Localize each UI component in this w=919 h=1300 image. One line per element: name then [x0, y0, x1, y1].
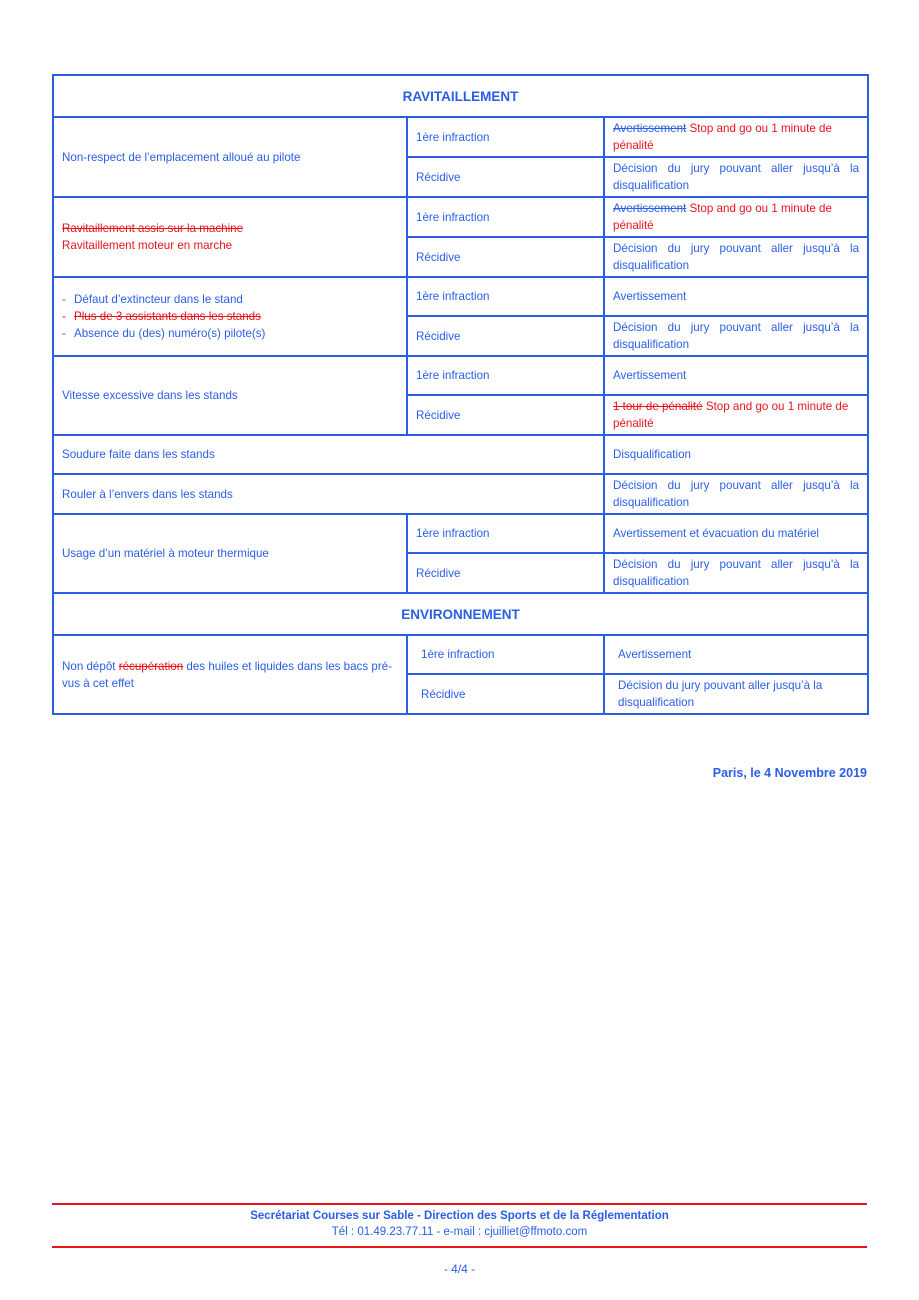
struck-text: Avertissement: [613, 202, 687, 215]
occurrence-label: 1ère infraction: [407, 197, 604, 237]
table-row: [53, 197, 868, 237]
struck-text: récupération: [118, 659, 184, 673]
penalty-cell: Disqualification: [604, 435, 868, 474]
penalty-cell: Avertissement: [604, 635, 868, 674]
table-row: [53, 435, 868, 474]
penalty-cell: Avertissement: [604, 356, 868, 395]
penalty-cell: Décision du jury pouvant aller jusqu’à la disqualification: [604, 674, 868, 714]
amended-text: Stop and go ou 1 minute de pénalité: [613, 122, 832, 152]
occurrence-label: 1ère infraction: [407, 635, 604, 674]
infraction-label: Usage d’un matériel à moteur thermique: [53, 514, 407, 593]
occurrence-label: Récidive: [407, 157, 604, 197]
document-date: Paris, le 4 Novembre 2019: [712, 766, 867, 780]
penalty-cell: Décision du jury pouvant aller jusqu’à la disqualification: [604, 157, 868, 197]
occurrence-label: 1ère infraction: [407, 356, 604, 395]
occurrence-label: Récidive: [407, 237, 604, 277]
amended-text: Ravitaillement moteur en marche: [62, 239, 233, 252]
occurrence-label: Récidive: [407, 395, 604, 435]
infraction-label: Non-respect de l’emplacement alloué au pilote: [53, 117, 407, 197]
infraction-label: [53, 197, 407, 277]
occurrence-label: Récidive: [407, 674, 604, 714]
occurrence-label: Récidive: [407, 316, 604, 356]
infraction-label: Vitesse excessive dans les stands: [53, 356, 407, 435]
footer-top-rule: [52, 1203, 867, 1205]
amended-text: Stop and go ou 1 minute de pénalité: [613, 202, 832, 232]
footer-bottom-rule: [52, 1246, 867, 1248]
page-number: - 4/4 -: [443, 1262, 476, 1276]
penalty-cell: Décision du jury pouvant aller jusqu’à la disqualification: [604, 237, 868, 277]
table-row: [53, 277, 868, 316]
penalty-cell: Décision du jury pouvant aller jusqu’à la disqualification: [604, 553, 868, 593]
struck-text: Ravitaillement assis sur la machine: [62, 222, 244, 235]
struck-text: Avertissement: [613, 122, 687, 135]
occurrence-label: 1ère infraction: [407, 117, 604, 157]
occurrence-label: 1ère infraction: [407, 277, 604, 316]
struck-text: Plus de 3 assistants dans les stands: [74, 310, 261, 323]
penalty-cell: Avertissement et évacuation du matériel: [604, 514, 868, 553]
penalty-cell: Décision du jury pouvant aller jusqu’à la disqualification: [604, 316, 868, 356]
section-title-ravitaillement: RAVITAILLEMENT: [53, 75, 868, 117]
table-row: [53, 514, 868, 553]
section-title-environnement: ENVIRONNEMENT: [53, 593, 868, 635]
penalty-cell: Avertissement: [604, 277, 868, 316]
infraction-list: [62, 291, 398, 342]
footer-contact: Tél : 01.49.23.77.11 - e-mail : cjuilliet@ffmoto.com: [331, 1226, 588, 1238]
list-item: - Défaut d’extincteur dans le stand: [62, 291, 398, 308]
infraction-label: Soudure faite dans les stands: [53, 435, 604, 474]
table-row: [53, 117, 868, 157]
infraction-label: [53, 635, 407, 714]
struck-text: 1 tour de pénalité: [613, 400, 703, 413]
occurrence-label: Récidive: [407, 553, 604, 593]
label-text: Non dépôt: [62, 659, 119, 673]
section-header-row: [53, 75, 868, 117]
footer-title: Secrétariat Courses sur Sable - Direction des Sports et de la Réglementation: [250, 1210, 669, 1222]
penalty-cell: [604, 117, 868, 157]
label-text: des huiles et liquides dans les bacs pré-vus à cet effet: [62, 659, 392, 690]
list-item: [62, 308, 398, 325]
penalty-cell: [604, 197, 868, 237]
infraction-label: [53, 277, 407, 356]
penalty-cell: [604, 395, 868, 435]
table-row: [53, 474, 868, 514]
occurrence-label: 1ère infraction: [407, 514, 604, 553]
penalty-table: [52, 74, 869, 715]
section-header-row: [53, 593, 868, 635]
amended-text: Stop and go ou 1 minute de pénalité: [613, 400, 849, 430]
table-row: [53, 356, 868, 395]
penalty-cell: Décision du jury pouvant aller jusqu’à la disqualification: [604, 474, 868, 514]
list-item: - Absence du (des) numéro(s) pilote(s): [62, 325, 398, 342]
table-row: [53, 635, 868, 674]
infraction-label: Rouler à l’envers dans les stands: [53, 474, 604, 514]
